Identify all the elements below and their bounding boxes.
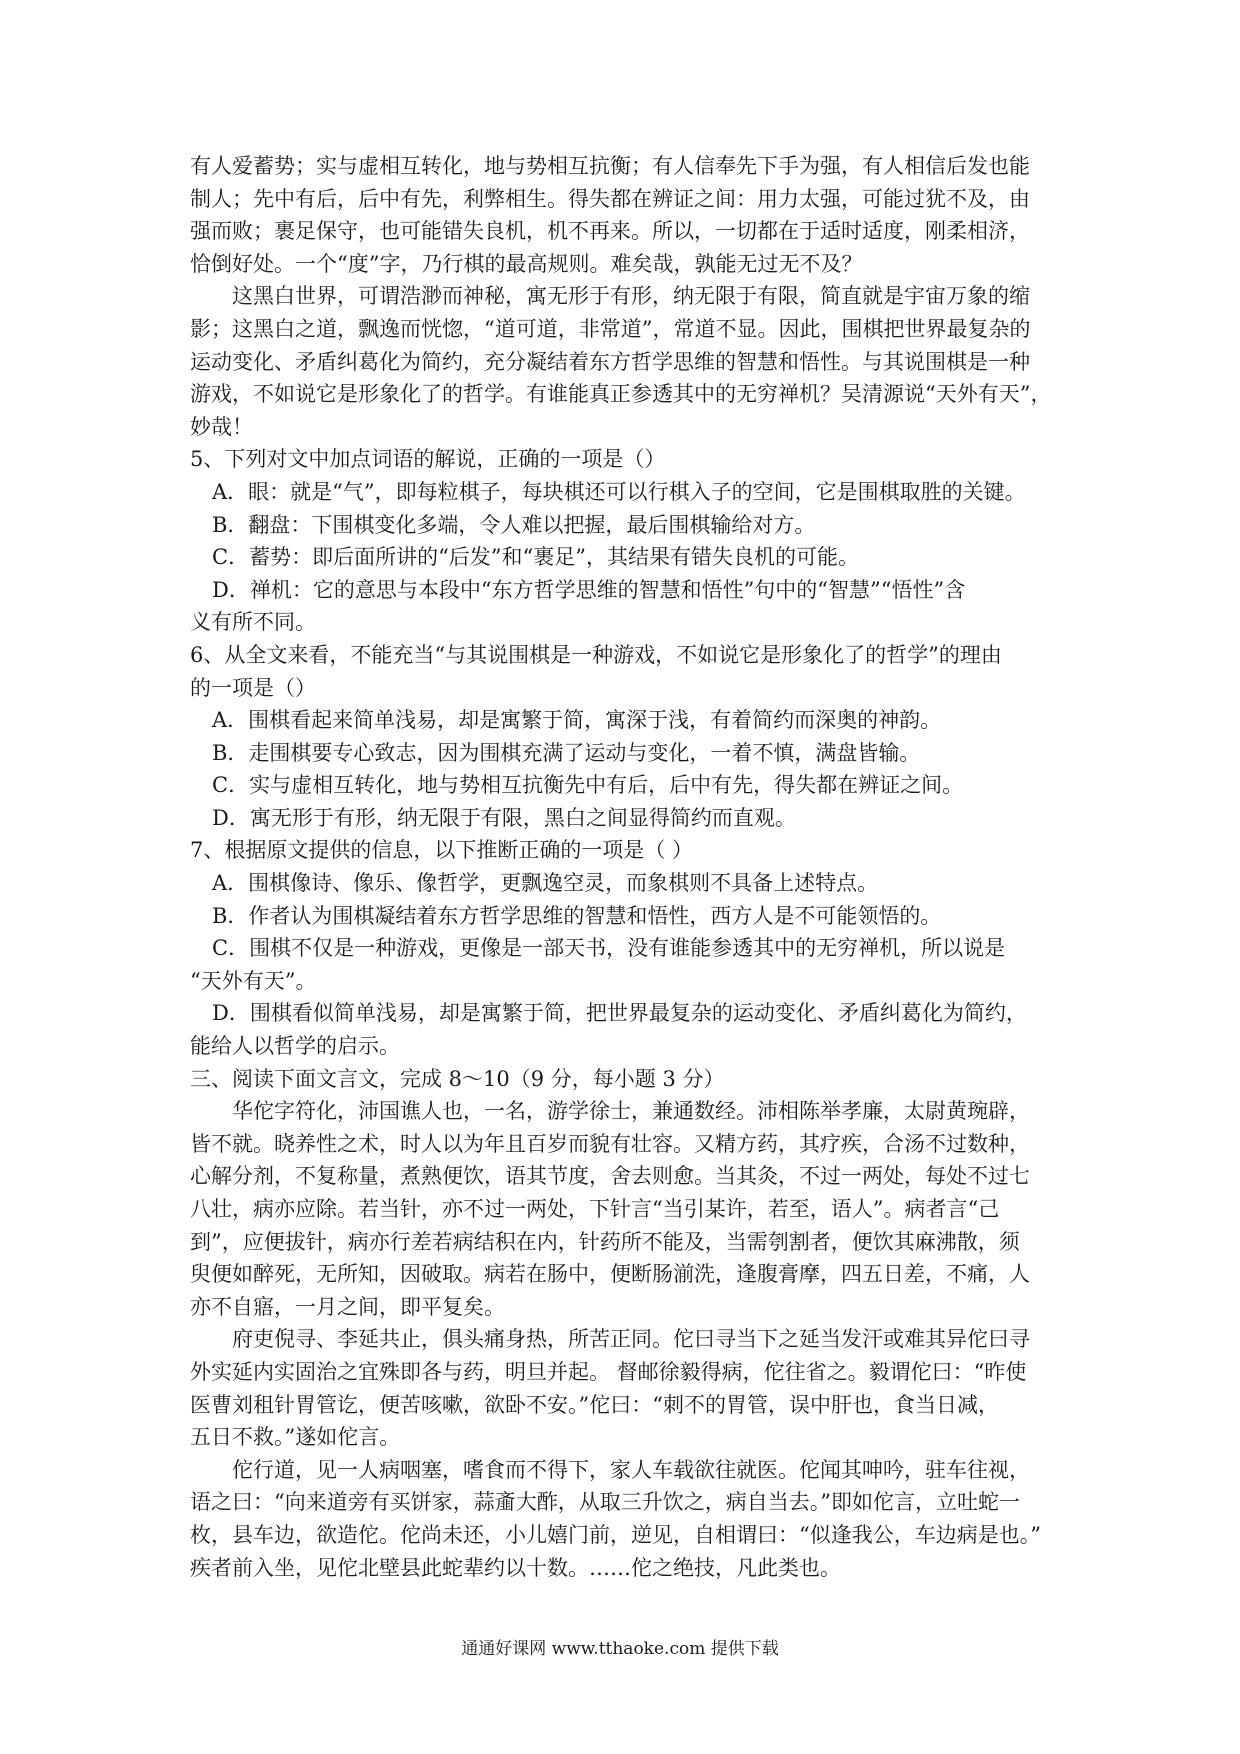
page-footer: 通通好课网 www.tthaoke.com 提供下载 (461, 1639, 779, 1659)
text-line: 有人爱蓄势；实与虚相互转化，地与势相互抗衡；有人信奉先下手为强，有人相信后发也能 (190, 154, 1030, 178)
text-line: B．走围棋要专心致志，因为围棋充满了运动与变化，一着不慎，满盘皆输。 (212, 740, 921, 765)
text-line: 恰倒好处。一个“度”字，乃行棋的最高规则。难矣哉，孰能无过无不及？ (190, 251, 863, 276)
text-line: C．实与虚相互转化，地与势相互抗衡先中有后，后中有先，得失都在辨证之间。 (212, 773, 964, 798)
text-line: A．围棋像诗、像乐、像哲学，更飘逸空灵，而象棋则不具备上述特点。 (212, 871, 879, 896)
text-line: 这黑白世界，可谓浩渺而神秘，寓无形于有形，纳无限于有限，简直就是宇宙万象的缩 (232, 284, 1030, 309)
text-line: 语之曰：“向来道旁有买饼家，蒜齑大酢，从取三升饮之，病自当去。”即如佗言，立吐蛇一 (190, 1490, 1020, 1515)
text-line: 外实延内实固治之宜殊即各与药，明旦并起。 督邮徐毅得病，佗往省之。毅谓佗曰：“昨使 (190, 1359, 1027, 1384)
text-line: 枚，县车边，欲造佗。佗尚未还，小儿嬉门前，逆见，自相谓曰：“似逢我公，车边病是也。” (190, 1522, 1041, 1547)
text-line: 亦不自寤，一月之间，即平复矣。 (190, 1294, 505, 1319)
text-line: 6、从全文来看，不能充当“与其说围棋是一种游戏，不如说它是形象化了的哲学”的理由 (190, 642, 1002, 667)
text-line: B．作者认为围棋凝结着东方哲学思维的智慧和悟性，西方人是不可能领悟的。 (212, 903, 942, 928)
text-line: A．眼：就是“气”，即每粒棋子，每块棋还可以行棋入子的空间，它是围棋取胜的关键。 (212, 479, 1026, 504)
text-line: 强而败；裹足保守，也可能错失良机，机不再来。所以，一切都在于适时适度，刚柔相济， (190, 219, 1030, 244)
text-line: 能给人以哲学的启示。 (190, 1034, 400, 1059)
text-line: 游戏，不如说它是形象化了的哲学。有谁能真正参透其中的无穷禅机？吴清源说“天外有天”， (190, 382, 1052, 407)
text-line: C．蓄势：即后面所讲的“后发”和“裹足”，其结果有错失良机的可能。 (212, 545, 860, 570)
text-line: 义有所不同。 (190, 610, 316, 635)
text-line: 医曹刘租针胃管讫，便苦咳嗽，欲卧不安。”佗曰：“刺不的胃管，误中肝也，食当日减， (190, 1392, 999, 1417)
text-line: 府吏倪寻、李延共止，俱头痛身热，所苦正同。佗曰寻当下之延当发汗或难其异佗曰寻 (232, 1327, 1030, 1352)
text-line: 五日不救。”遂如佗言。 (190, 1425, 401, 1450)
text-line: 的一项是（） (190, 675, 316, 700)
text-line: C．围棋不仅是一种游戏，更像是一部天书，没有谁能参透其中的无穷禅机，所以说是 (212, 936, 1006, 961)
text-line: 三、阅读下面文言文，完成 8～10（9 分，每小题 3 分） (190, 1066, 725, 1091)
text-line: 心解分剂，不复称量，煮熟便饮，语其节度，舍去则愈。当其灸，不过一两处，每处不过七 (190, 1164, 1030, 1189)
text-line: D．围棋看似简单浅易，却是寓繁于简，把世界最复杂的运动变化、矛盾纠葛化为简约， (212, 1001, 1027, 1026)
text-line: 佗行道，见一人病咽塞，嗜食而不得下，家人车载欲往就医。佗闻其呻吟，驻车往视， (232, 1457, 1030, 1482)
text-line: 疾者前入坐，见佗北壁县此蛇辈约以十数。……佗之绝技，凡此类也。 (190, 1555, 841, 1580)
text-line: D．禅机：它的意思与本段中“东方哲学思维的智慧和悟性”句中的“智慧”“悟性”含 (212, 577, 966, 602)
text-line: “天外有天”。 (190, 968, 317, 993)
document-body (190, 150, 1060, 1584)
text-line: 制人；先中有后，后中有先，利弊相生。得失都在辨证之间：用力太强，可能过犹不及，由 (190, 186, 1030, 211)
text-line: 八壮，病亦应除。若当针，亦不过一两处，下针言“当引某许，若至，语人”。病者言“己 (190, 1197, 1000, 1221)
text-line: 华佗字符化，沛国谯人也，一名，游学徐士，兼通数经。沛相陈举孝廉，太尉黄琬辟， (232, 1099, 1030, 1124)
text-line: 妙哉！ (190, 414, 253, 439)
text-line: 到”，应便拔针，病亦行差若病结积在内，针药所不能及，当需刳割者，便饮其麻沸散，须 (190, 1229, 1020, 1254)
text-line: B．翻盘：下围棋变化多端，令人难以把握，最后围棋输给对方。 (212, 512, 816, 537)
text-line: 5、下列对文中加点词语的解说，正确的一项是（） (190, 447, 666, 472)
text-line: 运动变化、矛盾纠葛化为简约，充分凝结着东方哲学思维的智慧和悟性。与其说围棋是一种 (190, 349, 1030, 374)
text-line: 7、根据原文提供的信息，以下推断正确的一项是（ ） (190, 838, 694, 863)
text-line: 影；这黑白之道，飘逸而恍惚，“道可道，非常道”，常道不显。因此，围棋把世界最复杂的 (190, 316, 1031, 341)
text-line: 皆不就。晓养性之术，时人以为年且百岁而貌有壮容。又精方药，其疗疾，合汤不过数种， (190, 1131, 1030, 1156)
text-line: A．围棋看起来简单浅易，却是寓繁于简，寓深于浅，有着简约而深奥的神韵。 (212, 708, 942, 733)
text-line: D．寓无形于有形，纳无限于有限，黑白之间显得简约而直观。 (212, 805, 796, 830)
text-line: 臾便如醉死，无所知，因破取。病若在肠中，便断肠湔洗，逢腹膏摩，四五日差，不痛，人 (190, 1262, 1030, 1287)
